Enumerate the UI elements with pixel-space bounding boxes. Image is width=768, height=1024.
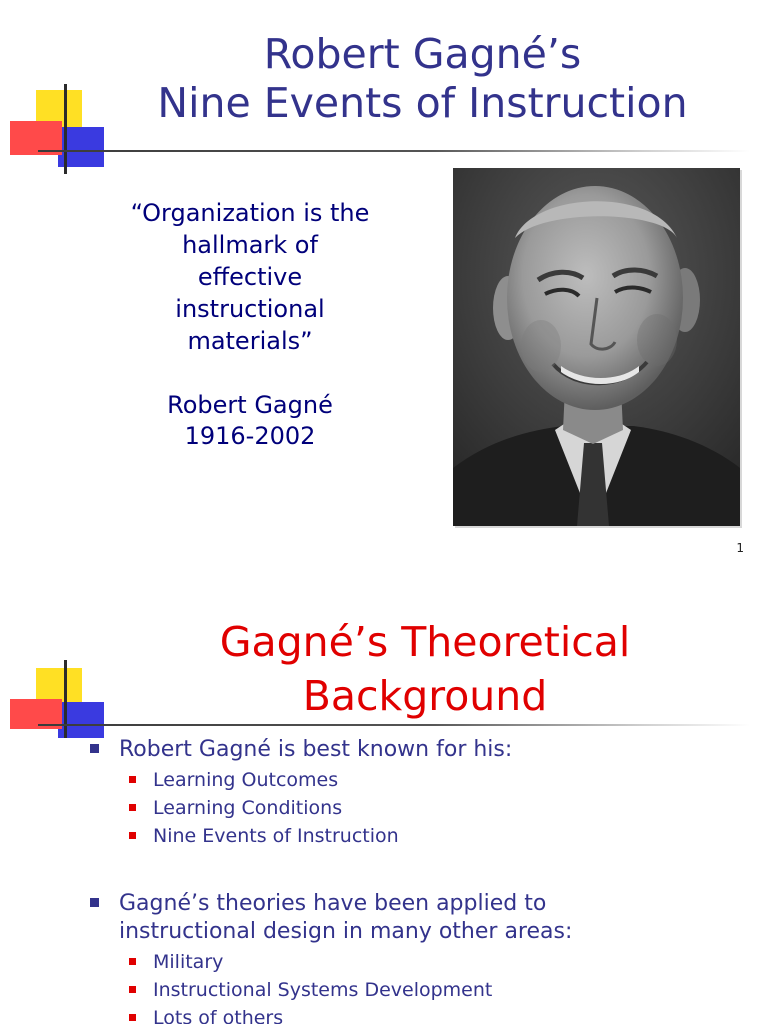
slide-title-line-2: Background [302,672,548,721]
sub-bullet-square-icon [129,986,136,993]
bullet-text: Robert Gagné is best known for his: [119,737,513,762]
bullet-text-line-1: Gagné’s theories have been applied to [119,891,547,916]
sub-bullet-text: Nine Events of Instruction [153,825,399,847]
quote-line: “Organization is the [130,199,370,227]
corner-squares-decoration [0,654,110,734]
sub-bullet-item [129,951,223,973]
sub-bullet-square-icon [129,832,136,839]
bullet-square-icon [90,744,99,753]
slide-title-line-2: Nine Events of Instruction [157,79,688,128]
sub-bullet-square-icon [129,1014,136,1021]
slide-title-line-1: Robert Gagné’s [263,30,582,78]
slide-title-line-1: Gagné’s Theoretical [219,618,631,666]
slide-title [140,615,710,723]
bullet-square-icon [90,898,99,907]
corner-squares-decoration [0,0,110,175]
quote-line: materials” [187,326,313,355]
sub-bullet-item [129,797,342,819]
bullet-item [90,890,572,945]
sub-bullet-text: Lots of others [153,1007,284,1024]
quote-line: instructional [175,294,325,323]
page-number: 1 [736,541,744,555]
sub-bullet-item [129,1007,283,1024]
sub-bullet-item [129,825,399,847]
quote-line: effective [197,262,303,291]
quote-line: hallmark of [182,230,318,259]
quote-block [80,198,420,453]
portrait-photo [453,168,740,526]
sub-bullet-item [129,769,338,791]
sub-bullet-text: Learning Outcomes [153,769,339,791]
attribution-years: 1916-2002 [184,422,316,451]
bullet-text-line-2: instructional design in many other areas: [119,918,573,944]
sub-bullet-item [129,979,492,1001]
attribution-name: Robert Gagné [167,390,333,419]
sub-bullet-text: Instructional Systems Development [153,979,493,1001]
title-divider [38,150,750,152]
sub-bullet-text: Learning Conditions [153,797,343,819]
bullet-item [90,736,512,764]
title-divider [38,724,750,726]
sub-bullet-text: Military [153,951,224,973]
sub-bullet-square-icon [129,776,136,783]
slide-2 [0,574,768,1024]
slide-title [100,30,745,128]
sub-bullet-square-icon [129,958,136,965]
sub-bullet-square-icon [129,804,136,811]
